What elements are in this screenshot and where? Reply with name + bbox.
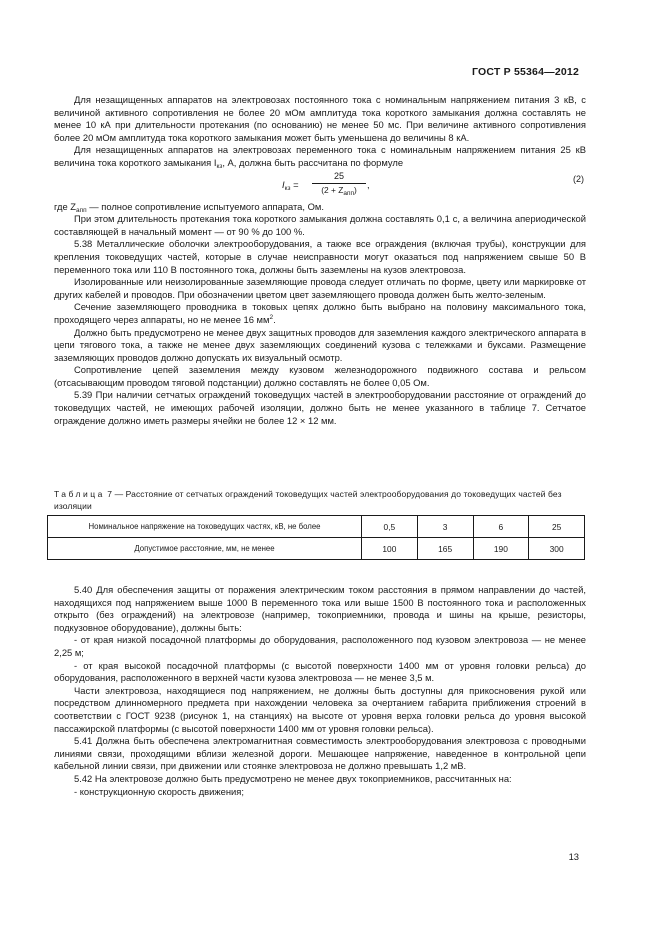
list-item: - конструкционную скорость движения;	[74, 785, 244, 797]
list-item: - от края низкой посадочной платформы до оборудования, расположенного под кузовом электровоза — не менее 2,25 м;	[54, 634, 586, 658]
main-text-top	[54, 94, 586, 427]
formula-fraction	[312, 171, 366, 196]
list-item: - от края высокой посадочной платформы (с высотой поверхности 1400 мм от уровня головки рельса) до оборудования, расположенного в верхней части кузова электровоза — не менее 3,5 м.	[54, 659, 586, 684]
paragraph: 5.41 Должна быть обеспечена электромагнитная совместимость электрооборудования электровоза с проводными линиями связи, проходящими вблизи железной дороги. Мешающее напряжение, наведенное в контрольной цепи кабельной линии связи, при движении или стоянке электровоза не должно превышать 1,2 мВ.	[54, 735, 586, 772]
table-cell: 190	[473, 538, 529, 560]
paragraph: Изолированные или неизолированные заземляющие провода следует отличать по форме, цвету или маркировке от других кабелей и проводов. При обозначении цветом цвет заземляющего провода должен быть желто-зеленым.	[54, 276, 586, 300]
table-row-header: Номинальное напряжение на токоведущих частях, кВ, не более	[48, 516, 362, 538]
table-cell: 0,5	[362, 516, 418, 538]
table-row	[48, 538, 585, 560]
page-number: 13	[568, 851, 579, 862]
table-cell: 6	[473, 516, 529, 538]
table-row	[48, 516, 585, 538]
formula-denominator: $(2 + Z_{апп})$	[321, 184, 357, 197]
table-cell: 25	[529, 516, 585, 538]
formula-explanation: где $Z_{апп}$ — полное сопротивление испытуемого аппарата, Ом.	[54, 200, 324, 214]
formula-lhs: $I_{кз}$ =	[282, 178, 299, 192]
table-7	[47, 515, 585, 560]
paragraph: 5.42 На электровозе должно быть предусмотрено не менее двух токоприемников, рассчитанных на:	[74, 772, 512, 784]
paragraph: Для незащищенных аппаратов на электровозах переменного тока с номинальным напряжением питания 25 кВ величина тока короткого замыкания $I_{кз}$, А, должна быть рассчитана по формуле	[54, 144, 586, 170]
table-cell: 165	[417, 538, 473, 560]
table-cell: 100	[362, 538, 418, 560]
paragraph: При этом длительность протекания тока короткого замыкания должна составлять 0,1 с, а величина апериодической составляющей в начальный момент — от 90 % до 100 %.	[54, 213, 586, 237]
table-cell: 3	[417, 516, 473, 538]
paragraph: Сечение заземляющего проводника в токовых цепях должно быть выбрано на половину максимального тока, проходящего через аппараты, но не менее 16 $мм^2$.	[54, 301, 586, 325]
paragraph: 5.40 Для обеспечения защиты от поражения электрическим током расстояния в прямом направлении до частей, находящихся под напряжением выше 1000 В переменного тока или выше 1500 В постоянного тока и расположенных открыто (без ограждений) на электровозе (например, токоприемники, провода и шины на крыше, резисторы, подкузовное оборудование), должны быть:	[54, 584, 586, 633]
paragraph: Для незащищенных аппаратов на электровозах постоянного тока с номинальным напряжением питания 3 кВ, с величиной активного сопротивления не более 20 мОм амплитуда тока короткого замыкания должна составлять не менее 10 кА при длительности протекания (по основанию) не менее 50 мс. При величине активного сопротивления более 20 мОм амплитуда тока короткого замыкания может быть уменьшена до величины 8 кА.	[54, 94, 586, 143]
formula-number: (2)	[573, 173, 584, 184]
formula-numerator: 25	[312, 171, 366, 184]
table-caption: Таблица 7 — Расстояние от сетчатых ограждений токоведущих частей электрооборудования до токоведущих частей без изоляции	[54, 489, 562, 511]
main-text-bottom	[54, 584, 586, 798]
paragraph: 5.38 Металлические оболочки электрооборудования, а также все ограждения (включая трубы), конструкции для крепления токоведущих частей, которые в случае неисправности могут оказаться под напряжением свыше 50 В переменного тока или 110 В постоянного тока, должны быть заземлены на кузов электровоза.	[54, 238, 586, 275]
paragraph: Части электровоза, находящиеся под напряжением, не должны быть доступны для прикосновения рукой или посредством длинномерного предмета при нахождении человека за очертанием габарита приближения строений в соответствии с ГОСТ 9238 (рисунок 1, на станциях) на высоте от уровня верха головки рельса до уровня высокой пассажирской платформы (с высотой поверхности 1400 мм от уровня головки рельса).	[54, 684, 586, 734]
table-cell: 300	[529, 538, 585, 560]
paragraph: Должно быть предусмотрено не менее двух защитных проводов для заземления каждого электрического аппарата в цепи тягового тока, а также не менее двух заземляющих соединений кузова с тележками и буксами. Размещение заземляющих проводов должно допускать их визуальный осмотр.	[54, 326, 586, 363]
paragraph: Сопротивление цепей заземления между кузовом железнодорожного подвижного состава и рельсом (отсасывающим проводом тяговой подстанции) должно составлять не более 0,05 Ом.	[54, 364, 586, 388]
paragraph: 5.39 При наличии сетчатых ограждений токоведущих частей в электрооборудовании расстояние от ограждений до токоведущих частей, не имеющих рабочей изоляции, должно быть не менее указанного в таблице 7. Сетчатое ограждение должно иметь размеры ячейки не более 12 × 12 мм.	[54, 389, 586, 426]
table-row-header: Допустимое расстояние, мм, не менее	[48, 538, 362, 560]
standard-designation: ГОСТ Р 55364—2012	[471, 66, 579, 78]
formula-2: $I_{кз}$ = 25 $(2 + Z_{апп})$ , (2)	[282, 170, 584, 197]
